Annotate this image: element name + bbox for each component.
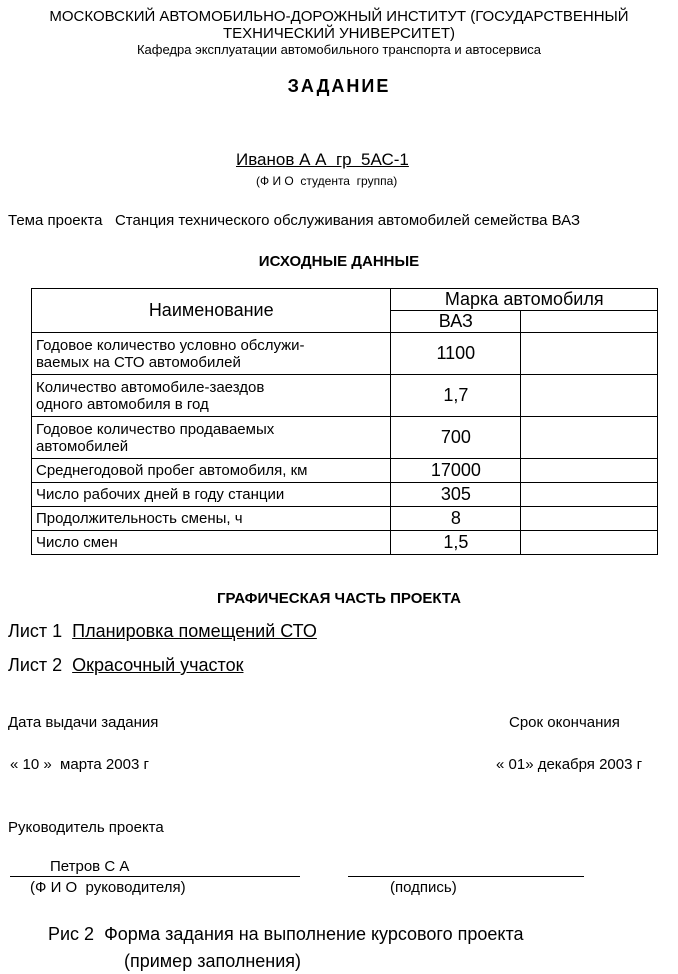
due-date-value: « 01» декабря 2003 г <box>496 756 643 773</box>
signature-caption: (подпись) <box>390 879 457 896</box>
table-row <box>32 459 658 483</box>
issue-date-value: « 10 » марта 2003 г <box>10 756 149 773</box>
table-row <box>32 417 658 459</box>
topic-label: Тема проекта <box>8 212 103 229</box>
supervisor-name-line <box>10 876 300 877</box>
row-name: Годовое количество условно обслужи- ваемых на СТО автомобилей <box>32 333 391 375</box>
table-row <box>32 375 658 417</box>
sub-header-empty <box>521 311 658 333</box>
initial-data-table <box>31 288 658 555</box>
row-value: 1100 <box>391 333 521 375</box>
student-caption: (Ф И О студента группа) <box>256 174 398 188</box>
column-header-brand: Марка автомобиля <box>391 289 658 311</box>
row-value: 1,5 <box>391 531 521 555</box>
row-value: 17000 <box>391 459 521 483</box>
table-row <box>32 483 658 507</box>
row-name: Годовое количество продаваемых автомобилей <box>32 417 391 459</box>
sheet-label: Лист 2 <box>8 655 63 675</box>
institute-line-2: ТЕХНИЧЕСКИЙ УНИВЕРСИТЕТ) <box>222 25 456 42</box>
sheet-1 <box>8 621 317 642</box>
row-name: Среднегодовой пробег автомобиля, км <box>32 459 391 483</box>
supervisor-label: Руководитель проекта <box>8 819 164 836</box>
supervisor-name-caption: (Ф И О руководителя) <box>30 879 186 896</box>
row-value: 1,7 <box>391 375 521 417</box>
sheet-value: Окрасочный участок <box>72 655 244 675</box>
row-value: 8 <box>391 507 521 531</box>
sub-header-vaz: ВАЗ <box>391 311 521 333</box>
student-name: Иванов А А гр 5АС-1 <box>236 150 409 169</box>
sheet-value: Планировка помещений СТО <box>72 621 317 641</box>
figure-caption-line-2: (пример заполнения) <box>124 951 302 971</box>
column-header-name: Наименование <box>32 289 391 333</box>
sheet-label: Лист 1 <box>8 621 63 641</box>
sheet-2 <box>8 655 243 676</box>
table-row <box>32 531 658 555</box>
supervisor-name: Петров С А <box>50 858 130 875</box>
table-row <box>32 507 658 531</box>
institute-line-1: МОСКОВСКИЙ АВТОМОБИЛЬНО-ДОРОЖНЫЙ ИНСТИТУТ (ГОСУДАРСТВЕННЫЙ <box>49 8 629 25</box>
initial-data-heading: ИСХОДНЫЕ ДАННЫЕ <box>258 253 420 270</box>
graphic-part-heading: ГРАФИЧЕСКАЯ ЧАСТЬ ПРОЕКТА <box>217 590 461 607</box>
figure-caption-line-1: Рис 2 Форма задания на выполнение курсового проекта <box>48 924 524 944</box>
row-name: Продолжительность смены, ч <box>32 507 391 531</box>
row-name: Количество автомобиле-заездов одного автомобиля в год <box>32 375 391 417</box>
row-value: 305 <box>391 483 521 507</box>
signature-line <box>348 876 584 877</box>
table-row <box>32 333 658 375</box>
topic-line <box>8 212 580 229</box>
institute-name <box>0 8 678 42</box>
document-title: ЗАДАНИЕ <box>287 76 391 96</box>
topic-value: Станция технического обслуживания автомобилей семейства ВАЗ <box>114 212 581 229</box>
due-date-label: Срок окончания <box>509 714 620 731</box>
department-name: Кафедра эксплуатации автомобильного транспорта и автосервиса <box>136 42 541 57</box>
row-name: Число смен <box>32 531 391 555</box>
issue-date-label: Дата выдачи задания <box>8 714 159 731</box>
row-name: Число рабочих дней в году станции <box>32 483 391 507</box>
row-value: 700 <box>391 417 521 459</box>
